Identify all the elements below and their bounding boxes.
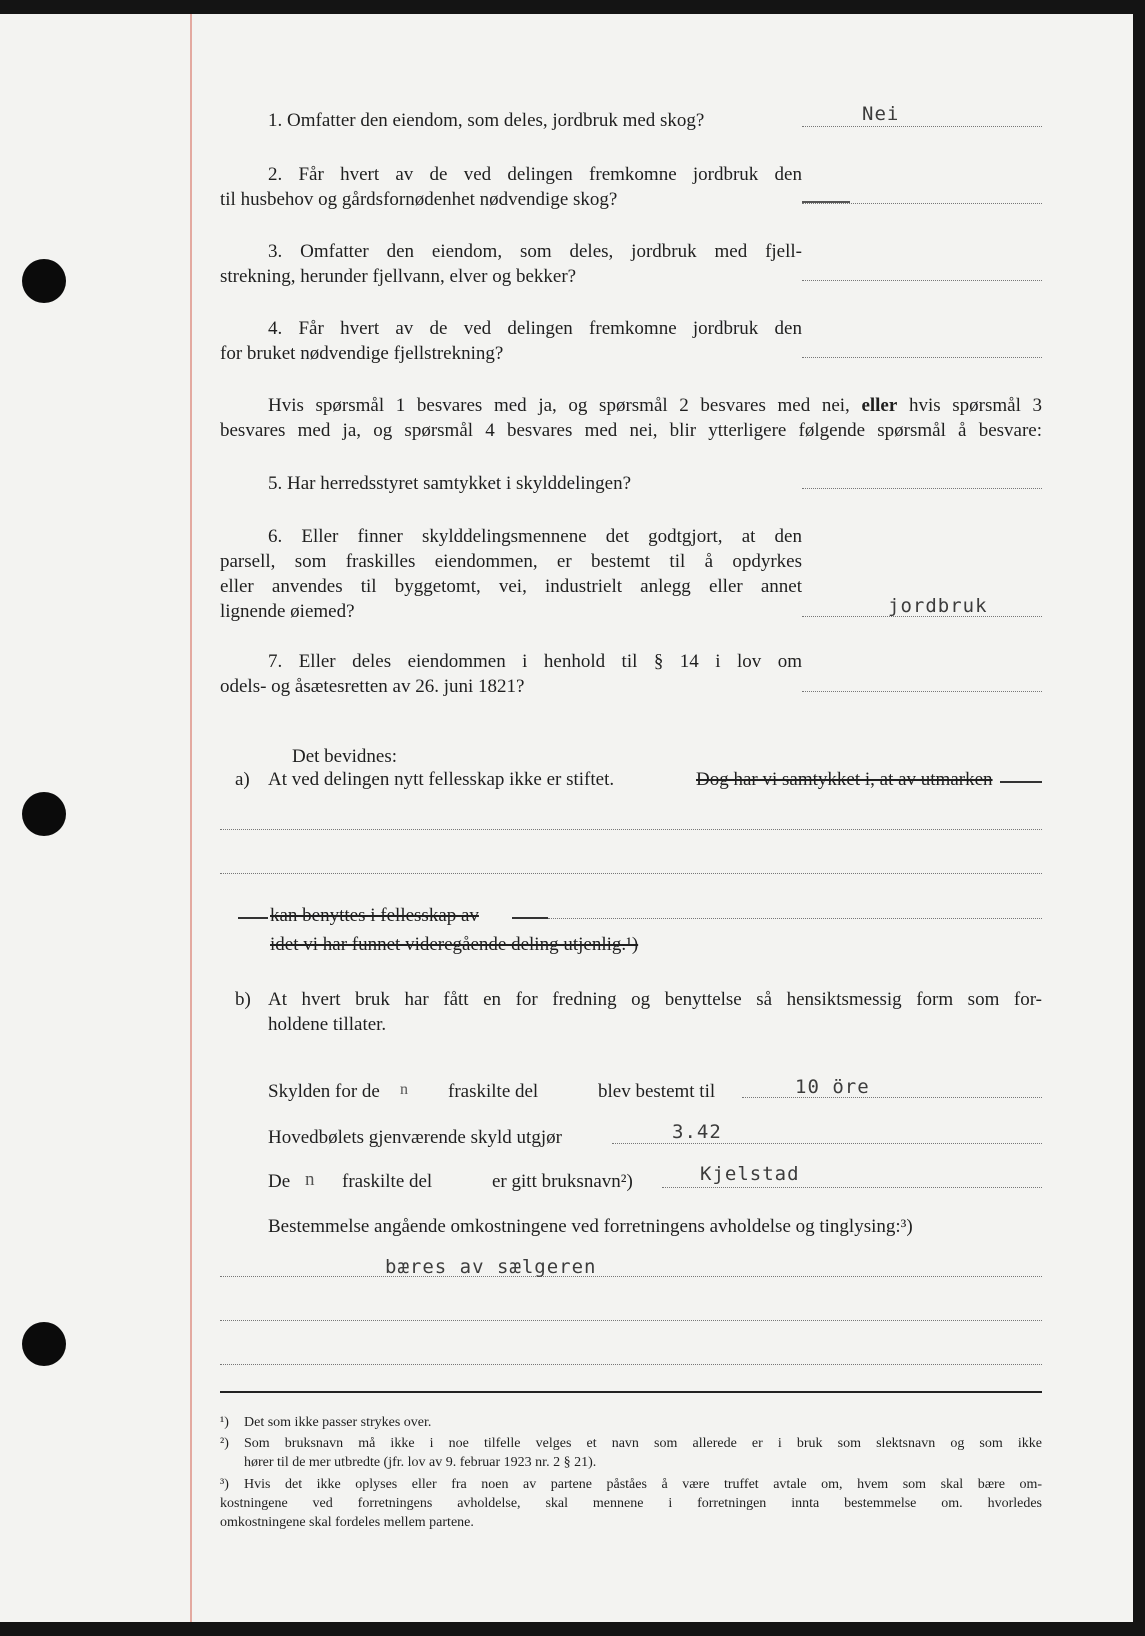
punch-hole-middle	[22, 792, 66, 836]
bruks-label-c: er gitt bruksnavn²)	[492, 1171, 633, 1192]
question-6-line-3: eller anvendes til byggetomt, vei, industrielt anlegg eller annet	[220, 576, 802, 597]
scan-right-border	[1133, 0, 1145, 1636]
skyld-label-a: Skylden for de	[268, 1081, 380, 1102]
answer-line-5	[802, 488, 1042, 489]
footnote-1-mark: ¹)	[220, 1415, 229, 1430]
intro-line-2: besvares med ja, og spørsmål 4 besvares med nei, blir ytterligere følgende spørsmål å besvare:	[220, 420, 1042, 441]
intro-text-a: Hvis spørsmål 1 besvares med ja, og spørsmål 2 besvares med nei,	[268, 395, 850, 416]
certify-a-label: a)	[235, 769, 250, 790]
question-1: 1. Omfatter den eiendom, som deles, jordbruk med skog?	[268, 110, 705, 131]
strike-lead-dash	[238, 917, 268, 919]
footnote-3-line-1: Hvis det ikke oplyses eller fra noen av partene påståes å være truffet avtale om, hvem som skal bære om-	[244, 1477, 1042, 1492]
question-6-line-1: 6. Eller finner skylddelingsmennene det godtgjort, at den	[268, 526, 802, 547]
certify-b-line-2: holdene tillater.	[268, 1014, 387, 1035]
answer-6: jordbruk	[888, 595, 988, 617]
hoved-value-line	[612, 1143, 1042, 1144]
bestemmelse-value: bæres av sælgeren	[385, 1256, 597, 1278]
punch-hole-top	[22, 259, 66, 303]
question-6-line-4: lignende øiemed?	[220, 601, 355, 622]
bruks-value: Kjelstad	[700, 1163, 800, 1185]
skyld-label-c: blev bestemt til	[598, 1081, 716, 1102]
blank-line-3	[548, 918, 1042, 919]
skyld-value-line	[742, 1097, 1042, 1098]
certify-a-text: At ved delingen nytt fellesskap ikke er stiftet.	[268, 769, 615, 790]
strike-tail-dash	[512, 917, 548, 919]
certify-heading: Det bevidnes:	[292, 746, 398, 767]
certify-b-line-1: At hvert bruk har fått en for fredning og benyttelse så hensiktsmessig form som for-	[268, 989, 1042, 1010]
question-4-line-2: for bruket nødvendige fjellstrekning?	[220, 343, 504, 364]
intro-line-1	[268, 394, 1042, 418]
bestemmelse-line-2	[220, 1320, 1042, 1321]
question-3-line-2: strekning, herunder fjellvann, elver og bekker?	[220, 266, 577, 287]
answer-line-3	[802, 280, 1042, 281]
skyld-value: 10 öre	[795, 1076, 870, 1098]
question-5: 5. Har herredsstyret samtykket i skylddelingen?	[268, 473, 632, 494]
footnote-2-line-2: hører til de mer utbredte (jfr. lov av 9. februar 1923 nr. 2 § 21).	[244, 1455, 597, 1470]
intro-text-b: hvis spørsmål 3	[908, 395, 1042, 416]
bruks-label-a: De	[268, 1171, 291, 1192]
question-2-line-1: 2. Får hvert av de ved delingen fremkomne jordbruk den	[268, 164, 802, 185]
bestemmelse-line-1	[220, 1276, 1042, 1277]
answer-line-2	[802, 203, 1042, 204]
bestemmelse-line-3	[220, 1364, 1042, 1365]
scan-bottom-border	[0, 1622, 1145, 1636]
question-7-line-2: odels- og åsætesretten av 26. juni 1821?	[220, 676, 525, 697]
answer-line-4	[802, 357, 1042, 358]
strike-extension	[1000, 781, 1042, 783]
answer-line-7	[802, 691, 1042, 692]
hoved-value: 3.42	[672, 1121, 722, 1143]
answer-1: Nei	[862, 103, 900, 125]
footnote-3-line-3: omkostningene skal fordeles mellem partene.	[220, 1515, 474, 1530]
question-7-line-1: 7. Eller deles eiendommen i henhold til § 14 i lov om	[268, 651, 802, 672]
blank-line-2	[220, 873, 1042, 874]
struck-line-3: idet vi har funnet videregående deling utjenlig.¹)	[270, 934, 639, 955]
answer-line-1	[802, 126, 1042, 127]
footnote-1: Det som ikke passer strykes over.	[244, 1415, 432, 1430]
question-6-line-2: parsell, som fraskilles eiendommen, er bestemt til å opdyrkes	[220, 551, 802, 572]
scan-top-border	[0, 0, 1145, 14]
footnote-rule	[220, 1391, 1042, 1393]
footnote-2-mark: ²)	[220, 1436, 229, 1451]
certify-b-label: b)	[235, 989, 251, 1010]
question-4-line-1: 4. Får hvert av de ved delingen fremkomne jordbruk den	[268, 318, 802, 339]
footnote-3-line-2: kostningene ved forretningens avholdelse, skal mennene i forretningen innta bestemmelse om. hvorledes	[220, 1496, 1042, 1511]
footnote-2-line-1: Som bruksnavn må ikke i noe tilfelle velges et navn som allerede er i bruk som slektsnavn og som ikke	[244, 1436, 1042, 1451]
answer-dash-2	[802, 201, 850, 203]
punch-hole-bottom	[22, 1322, 66, 1366]
question-3-line-1: 3. Omfatter den eiendom, som deles, jordbruk med fjell-	[268, 241, 802, 262]
margin-line	[190, 14, 192, 1622]
struck-line-2: kan benyttes i fellesskap av	[270, 905, 479, 926]
bruks-label-b: fraskilte del	[342, 1171, 433, 1192]
skyld-label-b: fraskilte del	[448, 1081, 539, 1102]
footnote-3-mark: ³)	[220, 1477, 229, 1492]
blank-line-1	[220, 829, 1042, 830]
certify-a-struck-text: Dog har vi samtykket i, at av utmarken	[696, 769, 993, 790]
intro-bold-eller: eller	[861, 395, 898, 416]
bruks-handwritten-n: n	[305, 1169, 315, 1190]
bestemmelse-label: Bestemmelse angående omkostningene ved forretningens avholdelse og tinglysing:³)	[268, 1216, 913, 1237]
skyld-handwritten-n: n	[400, 1081, 408, 1098]
question-2-line-2: til husbehov og gårdsfornødenhet nødvendige skog?	[220, 189, 618, 210]
bruks-value-line	[662, 1187, 1042, 1188]
hoved-label: Hovedbølets gjenværende skyld utgjør	[268, 1127, 562, 1148]
